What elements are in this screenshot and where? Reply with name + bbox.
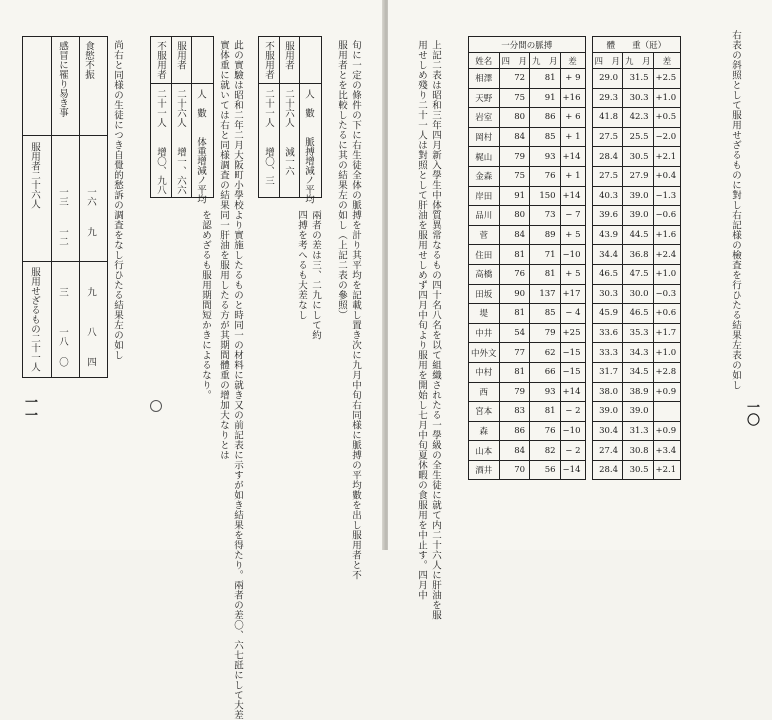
table-row [469, 166, 681, 186]
weight-r2-people: 二十一人 [155, 89, 166, 127]
pulse-r2-people: 二十一人 [263, 89, 274, 127]
col-sept-w: 九 月 [623, 53, 654, 69]
cell-name: 相澤 [469, 69, 500, 89]
text-col-8: 尚右と同様の生徒につき自覺的愁訴の調査をなし行ひたる結果左の如し [112, 40, 123, 360]
cell-wd: +2.8 [653, 362, 681, 382]
cell-name: 西 [469, 382, 500, 402]
cell-pd: +25 [560, 323, 585, 343]
right-text-col-2: 上記二表は昭和三年四月新入學生中体質異常なるもの四十名八名を以て組織されたる一學級の全生徒に就て内二十六人に肝油を服 [430, 40, 441, 620]
pulse-r2-avg: 增〇、三 [263, 147, 274, 185]
cell-w4: 34.4 [592, 245, 623, 265]
cell-name: 中外文 [469, 343, 500, 363]
col-sept: 九 月 [530, 53, 561, 69]
cell-name: 宮本 [469, 402, 500, 422]
cell-p4: 84 [499, 127, 530, 147]
cell-w9: 38.9 [623, 382, 654, 402]
cell-p4: 84 [499, 225, 530, 245]
table-row [469, 245, 681, 265]
cell-p4: 91 [499, 186, 530, 206]
gap-cell [585, 284, 592, 304]
pulse-group-header: 一分間の脈搏 [469, 37, 586, 53]
cell-pd: −14 [560, 460, 585, 480]
complaint-table [22, 36, 108, 378]
cell-wd: −0.6 [653, 206, 681, 226]
gap-cell [585, 108, 592, 128]
cell-pd: +14 [560, 186, 585, 206]
cell-p4: 76 [499, 264, 530, 284]
cell-wd: −2.0 [653, 127, 681, 147]
table-row [469, 402, 681, 422]
gap-cell [585, 323, 592, 343]
gap-cell [585, 402, 592, 422]
cell-pd: − 2 [560, 441, 585, 461]
complaint-r2-e: 一八 [57, 327, 68, 346]
table-row [469, 225, 681, 245]
cell-wd: +3.4 [653, 441, 681, 461]
cell-pd: −15 [560, 343, 585, 363]
cell-w9: 31.5 [623, 69, 654, 89]
complaint-r2-f: 〇 [57, 357, 68, 367]
cell-w4: 28.4 [592, 460, 623, 480]
table-row [469, 127, 681, 147]
gap-cell [585, 88, 592, 108]
complaint-users-header: 服用者二十六人 [29, 142, 40, 209]
cell-w9: 42.3 [623, 108, 654, 128]
cell-p9: 91 [530, 88, 561, 108]
text-col-7: を認めざるも服用期間短かきによるなり。 [200, 210, 211, 400]
cell-wd: +0.4 [653, 166, 681, 186]
cell-p4: 79 [499, 382, 530, 402]
cell-name: 岡村 [469, 127, 500, 147]
cell-p9: 76 [530, 166, 561, 186]
cell-wd: −0.3 [653, 284, 681, 304]
complaint-r2-d: 三 [57, 287, 68, 297]
cell-w9: 47.5 [623, 264, 654, 284]
cell-p9: 150 [530, 186, 561, 206]
cell-name: 天野 [469, 88, 500, 108]
text-col-4: 四搏を考へるも大差なし [296, 210, 307, 320]
cell-wd: +1.6 [653, 225, 681, 245]
cell-pd: + 6 [560, 108, 585, 128]
cell-pd: + 5 [560, 225, 585, 245]
cell-p4: 84 [499, 441, 530, 461]
cell-p4: 54 [499, 323, 530, 343]
cell-pd: − 4 [560, 304, 585, 324]
gap-cell [585, 441, 592, 461]
cell-name: 堤 [469, 304, 500, 324]
cell-p9: 86 [530, 108, 561, 128]
cell-wd [653, 402, 681, 422]
cell-w9: 36.8 [623, 245, 654, 265]
cell-p9: 85 [530, 127, 561, 147]
gap-cell [585, 264, 592, 284]
complaint-r2-a: 一三 [57, 187, 68, 206]
gap-cell [585, 147, 592, 167]
cell-w9: 30.0 [623, 284, 654, 304]
cell-p9: 76 [530, 421, 561, 441]
pulse-weight-table [468, 36, 681, 480]
gap-cell [585, 166, 592, 186]
cell-name: 岸田 [469, 186, 500, 206]
pulse-r2-label: 不服用者 [263, 41, 274, 79]
left-page [0, 0, 384, 720]
cell-wd: −1.3 [653, 186, 681, 206]
cell-p9: 81 [530, 69, 561, 89]
cell-p4: 86 [499, 421, 530, 441]
cell-p4: 83 [499, 402, 530, 422]
gap-cell [585, 460, 592, 480]
table-row [469, 69, 681, 89]
cell-wd: +1.0 [653, 88, 681, 108]
pulse-r1-avg: 減一六 [283, 147, 294, 176]
cell-w4: 27.4 [592, 441, 623, 461]
col-april-w: 四 月 [592, 53, 623, 69]
cell-wd: +1.0 [653, 343, 681, 363]
cell-name: 森 [469, 421, 500, 441]
cell-pd: + 5 [560, 264, 585, 284]
cell-p4: 79 [499, 147, 530, 167]
gap-cell [585, 206, 592, 226]
pulse-h-people: 人 數 [303, 89, 314, 118]
cell-w4: 38.0 [592, 382, 623, 402]
cell-w4: 30.3 [592, 284, 623, 304]
cell-w4: 33.6 [592, 323, 623, 343]
gap-cell [585, 304, 592, 324]
cell-w9: 44.5 [623, 225, 654, 245]
pulse-r1-people: 二十六人 [283, 89, 294, 127]
cell-w9: 35.3 [623, 323, 654, 343]
pulse-r1-label: 服用者 [283, 41, 294, 70]
cell-pd: +14 [560, 382, 585, 402]
cell-wd: +0.9 [653, 382, 681, 402]
cell-p9: 93 [530, 382, 561, 402]
cell-name: 山本 [469, 441, 500, 461]
col-diff-w: 差 [653, 53, 681, 69]
cell-wd: +1.0 [653, 264, 681, 284]
cell-name: 中村 [469, 362, 500, 382]
table-row [469, 206, 681, 226]
weight-table [150, 36, 214, 204]
table-row [469, 147, 681, 167]
cell-wd: +2.5 [653, 69, 681, 89]
cell-w9: 34.5 [623, 362, 654, 382]
cell-p9: 79 [530, 323, 561, 343]
table-row [469, 284, 681, 304]
cell-w4: 29.3 [592, 88, 623, 108]
cell-p4: 75 [499, 166, 530, 186]
cell-pd: +16 [560, 88, 585, 108]
cell-w4: 46.5 [592, 264, 623, 284]
table-row [469, 382, 681, 402]
col-name: 姓名 [469, 53, 500, 69]
cell-wd: +0.6 [653, 304, 681, 324]
cell-name: 高橋 [469, 264, 500, 284]
cell-wd: +0.5 [653, 108, 681, 128]
complaint-r1-a: 一六 [85, 187, 96, 206]
text-col-3: 兩者の差は三、二九にして約 [310, 210, 321, 340]
cell-p4: 81 [499, 245, 530, 265]
right-text-col-3: 用せしめ殘り二十一人は對照として肝油を服用せしめず四月中旬より服用を開始し七月中旬夏休暇の食服用を中止す。四月中 [416, 40, 427, 600]
page-number-right: 一〇 [744, 400, 759, 426]
cell-pd: +14 [560, 147, 585, 167]
gap-cell [585, 69, 592, 89]
cell-name: 中井 [469, 323, 500, 343]
table-row [469, 343, 681, 363]
table-row [469, 323, 681, 343]
page-number-left: 一一 [22, 395, 37, 421]
cell-w9: 39.0 [623, 186, 654, 206]
table-row [469, 108, 681, 128]
cell-w4: 39.6 [592, 206, 623, 226]
cell-pd: −15 [560, 362, 585, 382]
weight-group-header: 體 重（瓩） [592, 37, 681, 53]
weight-r1-people: 二十六人 [175, 89, 186, 127]
cell-p9: 89 [530, 225, 561, 245]
complaint-r1-d: 九 [85, 287, 96, 297]
cell-w4: 33.3 [592, 343, 623, 363]
cell-w9: 25.5 [623, 127, 654, 147]
text-col-2: 服用者とを比較したるに其の結果左の如し（上記二表の參照） [336, 40, 347, 320]
weight-h-people: 人 數 [195, 89, 206, 118]
cell-p4: 75 [499, 88, 530, 108]
cell-p4: 72 [499, 69, 530, 89]
cell-w4: 39.0 [592, 402, 623, 422]
cell-w4: 43.9 [592, 225, 623, 245]
table-row [469, 460, 681, 480]
cell-pd: + 1 [560, 127, 585, 147]
cell-w9: 30.5 [623, 147, 654, 167]
complaint-nonusers-header: 服用せざるもの二十一人 [29, 267, 40, 372]
cell-pd: −10 [560, 245, 585, 265]
cell-p9: 62 [530, 343, 561, 363]
col-april: 四 月 [499, 53, 530, 69]
cell-p9: 137 [530, 284, 561, 304]
right-text-col-1: 右表の斜照として服用せざるものに對し右記様の檢査を行ひたる結果左表の如し [730, 30, 741, 390]
table-row [469, 421, 681, 441]
cell-pd: + 9 [560, 69, 585, 89]
cell-p9: 82 [530, 441, 561, 461]
cell-name: 菅 [469, 225, 500, 245]
cell-pd: −10 [560, 421, 585, 441]
weight-r1-label: 服用者 [175, 41, 186, 70]
gap-cell [585, 343, 592, 363]
cell-w4: 29.0 [592, 69, 623, 89]
cell-w9: 34.3 [623, 343, 654, 363]
cell-wd: +2.4 [653, 245, 681, 265]
cell-w4: 31.7 [592, 362, 623, 382]
cell-p4: 77 [499, 343, 530, 363]
col-diff: 差 [560, 53, 585, 69]
cell-pd: +17 [560, 284, 585, 304]
cell-w4: 40.3 [592, 186, 623, 206]
table-row [469, 186, 681, 206]
cell-p4: 81 [499, 362, 530, 382]
text-col-1: 旬に一定の條件の下に右生徒全体の脈搏を計り其平均を記載し置き次に九月中旬右同様に脈搏の平均數を出し服用者と不 [350, 40, 361, 580]
pulse-table [258, 36, 322, 204]
cell-p9: 73 [530, 206, 561, 226]
cell-p9: 56 [530, 460, 561, 480]
cell-p4: 90 [499, 284, 530, 304]
table-row [469, 304, 681, 324]
weight-r2-label: 不服用者 [155, 41, 166, 79]
cell-pd: − 7 [560, 206, 585, 226]
cell-w9: 39.0 [623, 206, 654, 226]
cell-name: 金森 [469, 166, 500, 186]
cell-p4: 80 [499, 206, 530, 226]
weight-r2-avg: 增〇、九八 [155, 147, 166, 195]
text-col-6: 實体重に就いては右と同様調査の結果同一肝油を服用したる方が其期間體重の增加大なりとは [218, 40, 229, 460]
cell-wd: +1.7 [653, 323, 681, 343]
cell-wd: +2.1 [653, 460, 681, 480]
cell-pd: − 2 [560, 402, 585, 422]
cell-name: 酒井 [469, 460, 500, 480]
cell-w4: 28.4 [592, 147, 623, 167]
gap-cell [585, 245, 592, 265]
pulse-h-avg: 脈搏增減ノ平均 [303, 137, 314, 204]
complaint-r1-f: 四 [85, 357, 96, 367]
table-row [469, 264, 681, 284]
cell-p9: 81 [530, 264, 561, 284]
gap-cell [585, 362, 592, 382]
cell-w4: 45.9 [592, 304, 623, 324]
cell-name: 住田 [469, 245, 500, 265]
cell-p4: 81 [499, 304, 530, 324]
cell-name: 岩室 [469, 108, 500, 128]
table-row [469, 441, 681, 461]
complaint-label-2: 感冒に罹り易き事 [57, 41, 68, 117]
gap-cell [585, 382, 592, 402]
cell-p9: 66 [530, 362, 561, 382]
cell-w9: 27.9 [623, 166, 654, 186]
cell-w4: 30.4 [592, 421, 623, 441]
gap-cell [585, 225, 592, 245]
complaint-r1-b: 九 [85, 227, 96, 237]
cell-p4: 80 [499, 108, 530, 128]
cell-pd: + 1 [560, 166, 585, 186]
table-row [469, 88, 681, 108]
cell-w4: 27.5 [592, 127, 623, 147]
gap-cell [585, 421, 592, 441]
cell-w9: 31.3 [623, 421, 654, 441]
cell-w4: 41.8 [592, 108, 623, 128]
cell-name: 田坂 [469, 284, 500, 304]
weight-r1-avg: 增一、六六 [175, 147, 186, 195]
weight-h-avg: 体重增減ノ平均 [195, 137, 206, 204]
table-row [469, 362, 681, 382]
cell-name: 品川 [469, 206, 500, 226]
cell-wd: +2.1 [653, 147, 681, 167]
cell-w9: 39.0 [623, 402, 654, 422]
gap-cell [585, 127, 592, 147]
cell-w9: 30.8 [623, 441, 654, 461]
complaint-r2-b: 一二 [57, 227, 68, 246]
library-stamp-mark [150, 400, 162, 412]
cell-name: 梶山 [469, 147, 500, 167]
cell-w9: 46.5 [623, 304, 654, 324]
cell-p9: 85 [530, 304, 561, 324]
cell-w9: 30.5 [623, 460, 654, 480]
cell-w9: 30.3 [623, 88, 654, 108]
complaint-r1-e: 八 [85, 327, 96, 337]
text-col-5: 此の實驗は昭和二年二月大阪町小學校より實施したるものと時同一の材料に就き又の前記表に示すが如き結果を得たり。兩者の差〇、六七瓩にして大差 [232, 40, 243, 720]
gap-cell [585, 186, 592, 206]
cell-p9: 93 [530, 147, 561, 167]
cell-w4: 27.5 [592, 166, 623, 186]
cell-p9: 71 [530, 245, 561, 265]
cell-wd: +0.9 [653, 421, 681, 441]
cell-p9: 81 [530, 402, 561, 422]
complaint-label-1: 食慾不振 [83, 41, 94, 79]
cell-p4: 70 [499, 460, 530, 480]
